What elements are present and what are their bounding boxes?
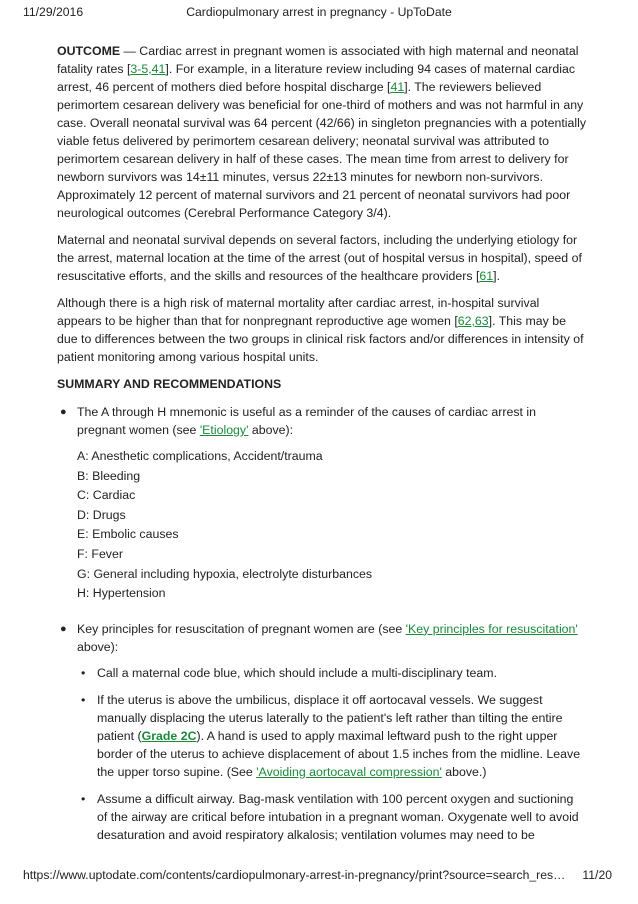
outcome-paragraph: OUTCOME — Cardiac arrest in pregnant women is associated with high maternal and neonatal fatality rates [3-5,41]. For example, in a literature review including 94 cases of maternal cardiac arrest, 46 percent of mothers died before hospital discharge [41]. The reviewers believed perimortem cesarean delivery was beneficial for one-third of mothers and was not harmful in any case. Overall neonatal survival was 64 percent (42/66) in singleton pregnancies with a potentially viable fetus delivered by perimortem cesarean delivery; neonatal survival was attributed to perimortem cesarean delivery in half of these cases. The mean time from arrest to delivery for newborn survivors was 14±11 minutes, versus 22±13 minutes for newborn non-survivors. Approximately 12 percent of maternal survivors and 21 percent of neonatal survivors had poor neurological outcomes (Cerebral Performance Category 3/4).	[57, 44, 587, 220]
key-principles-link[interactable]: 'Key principles for resuscitation'	[405, 621, 578, 636]
grade-link[interactable]: Grade 2C	[141, 728, 197, 743]
article-content	[57, 42, 587, 853]
mnemonic-item: G: General including hypoxia, electrolyte disturbances	[77, 566, 373, 581]
survival-paragraph: Maternal and neonatal survival depends on several factors, including the underlying etiology for the arrest, maternal location at the time of the arrest (out of hospital versus in hospital), speed of resuscitative efforts, and the skills and resources of the healthcare providers [61].	[57, 233, 582, 283]
reference-link[interactable]: 3-5,41	[130, 62, 166, 76]
page-title: Cardiopulmonary arrest in pregnancy - UpToDate	[186, 5, 452, 19]
bullet-icon: •	[81, 791, 86, 806]
bullet-icon: ●	[60, 622, 67, 635]
sub-list-item: • If the uterus is above the umbilicus, displace it off aortocaval vessels. We suggest manually displacing the uterus laterally to the patient's left rather than tilting the entire patient (Grade 2C). A hand is used to apply maximal leftward push to the right upper border of the uterus to achieve displacement of about 1.5 inches from the midline. Leave the upper torso supine. (See 'Avoiding aortocaval compression' above.)	[81, 692, 581, 779]
reference-link[interactable]: 62,63	[457, 314, 489, 328]
mnemonic-item: H: Hypertension	[77, 586, 166, 601]
page-url: https://www.uptodate.com/contents/cardiopulmonary-arrest-in-pregnancy/print?source=search_res…	[23, 868, 566, 882]
mnemonic-item: B: Bleeding	[77, 468, 141, 483]
sub-list	[77, 664, 587, 844]
mnemonic-item: D: Drugs	[77, 507, 126, 522]
bullet-icon: ●	[60, 406, 67, 418]
summary-list	[57, 403, 587, 844]
reference-link[interactable]: 61	[479, 269, 494, 283]
mnemonic-item: F: Fever	[77, 546, 123, 561]
outcome-heading: OUTCOME	[57, 44, 121, 58]
aortocaval-link[interactable]: 'Avoiding aortocaval compression'	[256, 764, 442, 779]
mnemonic-item: A: Anesthetic complications, Accident/trauma	[77, 449, 323, 463]
print-header	[0, 5, 638, 21]
list-item: ● The A through H mnemonic is useful as a reminder of the causes of cardiac arrest in pregnant women (see 'Etiology' above): A: Anesthetic complications, Accident/trauma B: Bleeding C: Cardiac D: Drugs E: Embolic causes F: Fever G: General including hypoxia, electrolyte disturbances H: Hypertension	[57, 403, 587, 604]
mnemonic-list	[77, 447, 587, 604]
sub-list-item: • Call a maternal code blue, which should include a multi-disciplinary team.	[81, 665, 497, 680]
bullet-icon: •	[81, 665, 86, 680]
page-number: 11/20	[582, 868, 612, 882]
reference-link[interactable]: 41	[390, 80, 405, 94]
mnemonic-item: C: Cardiac	[77, 488, 136, 503]
etiology-link[interactable]: 'Etiology'	[199, 423, 249, 437]
print-date: 11/29/2016	[23, 5, 84, 19]
bullet-icon: •	[81, 692, 86, 707]
sub-list-item: • Assume a difficult airway. Bag-mask ventilation with 100 percent oxygen and suctioning of the airway are critical before intubation in a pregnant woman. Oxygenate well to avoid desaturation and avoid respiratory alkalosis; ventilation volumes may need to be	[81, 791, 579, 842]
mnemonic-item: E: Embolic causes	[77, 527, 179, 542]
print-footer	[0, 868, 638, 884]
in-hospital-paragraph: Although there is a high risk of maternal mortality after cardiac arrest, in-hospital survival appears to be higher than that for nonpregnant reproductive age women [62,63]. This may be due to differences between the two groups in clinical risk factors and/or differences in intensity of patient monitoring among various hospital units.	[57, 296, 584, 364]
summary-heading: SUMMARY AND RECOMMENDATIONS	[57, 377, 282, 391]
list-item: ● Key principles for resuscitation of pregnant women are (see 'Key principles for resuscitation' above): • Call a maternal code blue, which should include a multi-disciplinary team. • If the uterus is above the umbilicus, displace it off aortocaval vessels. We suggest manually displacing the uterus laterally to the patient's left rather than tilting the entire patient (Grade 2C). A hand is used to apply maximal leftward push to the right upper border of the uterus to achieve displacement of about 1.5 inches from the midline. Leave the upper torso supine. (See 'Avoiding aortocaval compression' above.) • Assume a difficult airway. Bag-mask ventilation with 100 percent oxygen and suctioning of the airway are critical before intubation in a pregnant woman. Oxygenate well to avoid desaturation and avoid respiratory alkalosis; ventilation volumes may need to be	[57, 620, 587, 844]
